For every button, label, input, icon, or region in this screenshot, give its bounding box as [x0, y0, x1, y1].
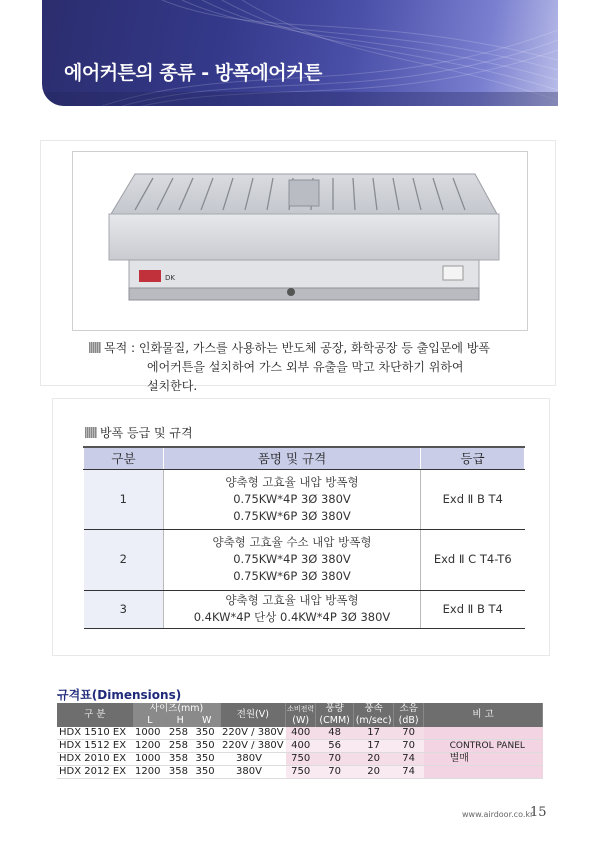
spec-heading-text: 방폭 등급 및 규격	[100, 426, 193, 440]
table-row	[57, 766, 543, 779]
cell-model: HDX 2010 EX	[57, 753, 133, 766]
cell-airflow: 56	[316, 740, 354, 753]
spec-line: 양축형 고효율 내압 방폭형	[225, 593, 359, 607]
cell-speed: 17	[354, 727, 394, 740]
row-number: 3	[84, 590, 164, 628]
header-banner	[42, 0, 558, 106]
bullet-square-icon	[89, 342, 101, 353]
dim-header-type: 구 분	[57, 703, 133, 727]
row-number: 2	[84, 529, 164, 590]
dimensions-table	[57, 703, 543, 779]
explosion-grade-table	[83, 446, 525, 629]
dim-header-w: W	[193, 715, 220, 727]
row-number: 1	[84, 469, 164, 529]
row-spec	[164, 590, 421, 628]
dim-header-note: 비 고	[424, 703, 543, 727]
cell-model: HDX 1510 EX	[57, 727, 133, 740]
product-photo-panel	[40, 140, 556, 393]
purpose-line1: 인화물질, 가스를 사용하는 반도체 공장, 화학공장 등 출입문에 방폭	[138, 341, 491, 355]
cell-power: 400	[286, 740, 316, 753]
spec-line: 0.75KW*4P 3Ø 380V	[233, 491, 351, 506]
wave-decoration	[42, 0, 558, 106]
cell-l: 1200	[133, 766, 167, 779]
spec-heading	[85, 424, 193, 441]
cell-note: CONTROL PANEL	[424, 740, 543, 753]
cell-voltage: 220V / 380V	[222, 727, 284, 738]
header-type: 구분	[84, 447, 164, 469]
table-row	[57, 753, 543, 766]
spec-line: 0.75KW*6P 3Ø 380V	[233, 569, 351, 583]
cell-l: 1000	[133, 727, 167, 740]
cell-speed: 20	[354, 766, 394, 779]
cell-noise: 70	[394, 740, 424, 753]
header-spec: 품명 및 규격	[164, 447, 421, 469]
cell-l: 1000	[133, 753, 167, 766]
table-row	[84, 469, 525, 529]
purpose-line3: 설치한다.	[147, 379, 198, 393]
row-grade: Exd Ⅱ B T4	[421, 590, 525, 628]
table-row	[84, 590, 525, 628]
cell-h: 258	[167, 727, 194, 740]
dim-header-speed: 풍속 (m/sec)	[354, 703, 394, 727]
cell-h: 358	[167, 753, 194, 766]
cell-airflow: 48	[316, 727, 354, 740]
cell-speed: 20	[354, 753, 394, 766]
dim-header-h: H	[167, 715, 194, 727]
cell-airflow: 70	[316, 766, 354, 779]
dim-header-voltage: 전원(V)	[220, 703, 286, 727]
dimensions-title: 규격표(Dimensions)	[57, 688, 182, 702]
air-curtain-image	[73, 152, 527, 330]
cell-speed: 17	[354, 740, 394, 753]
spec-line: 0.4KW*4P 단상 0.4KW*4P 3Ø 380V	[193, 610, 391, 624]
spec-line: 양축형 고효율 수소 내압 방폭형	[212, 535, 372, 549]
spec-line: 양축형 고효율 내압 방폭형	[225, 474, 359, 489]
cell-voltage: 380V	[220, 766, 286, 779]
cell-noise: 74	[394, 753, 424, 766]
cell-w: 350	[193, 766, 220, 779]
cell-model: HDX 1512 EX	[57, 740, 133, 753]
page-title: 에어커튼의 종류 - 방폭에어커튼	[64, 62, 322, 84]
brand-badge: DK	[165, 274, 175, 282]
cell-w: 350	[193, 727, 220, 740]
cell-h: 358	[167, 766, 194, 779]
spec-line: 0.75KW*4P 3Ø 380V	[233, 552, 351, 566]
cell-airflow: 70	[316, 753, 354, 766]
dim-header-row	[57, 703, 543, 715]
cell-voltage: 380V	[220, 753, 286, 766]
table-header-row	[84, 447, 525, 469]
header-grade: 등급	[421, 447, 525, 469]
table-row	[84, 529, 525, 590]
row-grade: Exd Ⅱ B T4	[421, 469, 525, 529]
cell-h: 258	[167, 740, 194, 753]
cell-w: 350	[193, 740, 220, 753]
purpose-text	[89, 339, 529, 396]
dim-header-l: L	[133, 715, 167, 727]
cell-power: 400	[286, 727, 316, 740]
dim-header-airflow: 풍량 (CMM)	[316, 703, 354, 727]
page-number: 15	[530, 805, 547, 820]
cell-note: 별매	[424, 753, 543, 766]
cell-w: 350	[193, 753, 220, 766]
row-spec	[164, 469, 421, 529]
row-spec	[164, 529, 421, 590]
footer-url[interactable]: www.airdoor.co.kr	[462, 810, 534, 819]
cell-noise: 74	[394, 766, 424, 779]
cell-power: 750	[286, 766, 316, 779]
spec-line: 0.75KW*6P 3Ø 380V	[233, 508, 351, 523]
cell-note	[424, 766, 543, 779]
spec-panel	[52, 398, 550, 656]
purpose-line2: 에어커튼을 설치하여 가스 외부 유출을 막고 차단하기 위하여	[147, 360, 464, 374]
cell-l: 1200	[133, 740, 167, 753]
purpose-label: 목적 :	[104, 341, 136, 355]
cell-model: HDX 2012 EX	[57, 766, 133, 779]
cell-power: 750	[286, 753, 316, 766]
dim-header-noise: 소음 (dB)	[394, 703, 424, 727]
cell-noise: 70	[394, 727, 424, 740]
bullet-square-icon	[85, 427, 97, 438]
table-row	[57, 727, 543, 740]
row-grade: Exd Ⅱ C T4-T6	[421, 529, 525, 590]
dim-header-power: 소비전력 (W)	[287, 705, 315, 726]
table-row	[57, 740, 543, 753]
product-photo-frame	[72, 151, 528, 331]
dim-header-size: 사이즈(mm)	[133, 703, 220, 715]
cell-voltage: 220V / 380V	[222, 740, 284, 751]
cell-note	[424, 727, 543, 740]
